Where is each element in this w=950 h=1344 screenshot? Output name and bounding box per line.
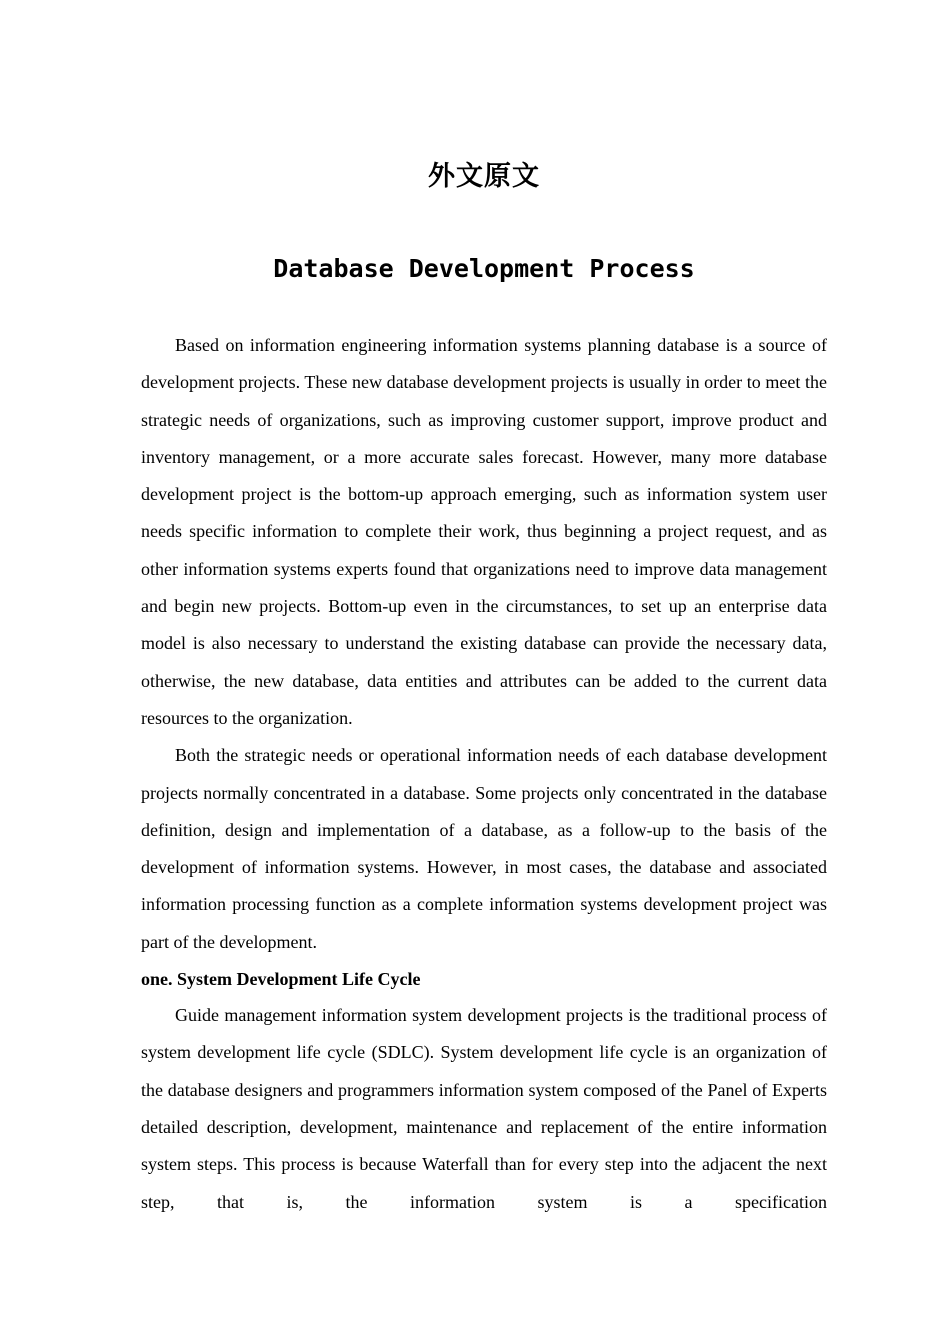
section-paragraph: Guide management information system development projects is the traditional process of system development life cycle (SDLC). System development life cycle is an organization of the database designers and programmers information system composed of the Panel of Experts detailed description, development, maintenance and replacement of the entire information system steps. This process is because Waterfall than for every step into the adjacent the next step, that is, the information system is a specification: [141, 1005, 827, 1212]
paragraph-1: Based on information engineering information systems planning database is a source of development projects. These new database development projects is usually in order to meet the strategic needs of organizations, such as improving customer support, improve product and inventory management, or a more accurate sales forecast. However, many more database development project is the bottom-up approach emerging, such as information system user needs specific information to complete their work, thus beginning a project request, and as other information systems experts found that organizations need to improve data management and begin new projects. Bottom-up even in the circumstances, to set up an enterprise data model is also necessary to understand the existing database can provide the necessary data, otherwise, the new database, data entities and attributes can be added to the current data resources to the organization.: [141, 335, 827, 728]
document-body: [141, 327, 827, 1221]
document-title: Database Development Process: [273, 254, 695, 283]
section-heading: one. System Development Life Cycle: [141, 969, 421, 990]
chinese-title: 外文原文: [428, 161, 540, 192]
paragraph-2: Both the strategic needs or operational information needs of each database development projects normally concentrated in a database. Some projects only concentrated in the database definition, design and implementation of a database, as a follow-up to the basis of the development of information systems. However, in most cases, the database and associated information processing function as a complete information systems development project was part of the development.: [141, 745, 827, 952]
